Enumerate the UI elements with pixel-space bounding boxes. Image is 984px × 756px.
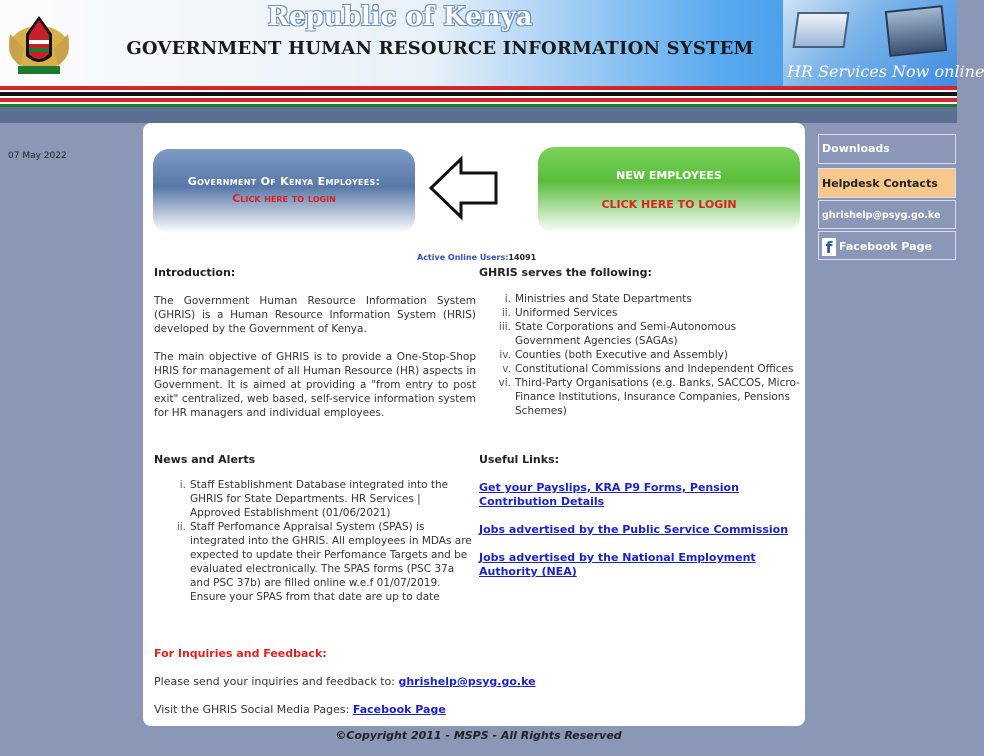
list-item: ii. Staff Perfomance Appraisal System (SPAS) is integrated into the GHRIS. All employees in MDAs are expected to update their Perfomance Targets and be evaluated electronically. The SPAS forms (PSC 37a and PSC 37b) are filled online w.e.f 01/07/2019. Ensure your SPAS from that date are up to date — [176, 521, 472, 603]
social-text: Visit the GHRIS Social Media Pages: — [154, 703, 350, 716]
list-item: vi. Third-Party Organisations (e.g. Banks, SACCOS, Micro-Finance Institutions, Insurance Companies, Pensions Schemes) — [498, 377, 800, 417]
list-item: ii. Uniformed Services — [501, 307, 618, 319]
social-line — [154, 703, 446, 716]
facebook-icon: f — [822, 238, 836, 256]
intro-paragraph-1: The Government Human Resource Information System (GHRIS) is a Human Resource Information System (HRIS) developed by the Government of Kenya. — [154, 295, 476, 335]
header-subtitle: GOVERNMENT HUMAN RESOURCE INFORMATION SYSTEM — [126, 38, 754, 59]
monitor-image — [885, 5, 947, 57]
list-item: iv. Counties (both Executive and Assembly) — [499, 349, 728, 361]
header-title: Republic of Kenya — [267, 2, 533, 32]
inquiries-email-link[interactable]: ghrishelp@psyg.go.ke — [398, 675, 536, 688]
serves-heading: GHRIS serves the following: — [479, 266, 652, 279]
gok-login-cta: Click here to login — [232, 192, 336, 205]
inquiries-heading: For Inquiries and Feedback: — [154, 647, 327, 660]
new-employees-title: NEW EMPLOYEES — [616, 169, 722, 182]
sidebar-item-label: Downloads — [822, 142, 890, 155]
list-item: i. Ministries and State Departments — [504, 293, 692, 305]
news-list — [154, 478, 472, 604]
sidebar-item-downloads[interactable] — [818, 134, 956, 164]
footer-copyright: ©Copyright 2011 - MSPS - All Rights Reserved — [335, 729, 622, 742]
arrow-left-icon — [428, 155, 500, 221]
sidebar-item-label: Helpdesk Contacts — [822, 177, 938, 190]
nea-jobs-link[interactable]: Jobs advertised by the National Employment Authority (NEA) — [479, 551, 756, 578]
page-header — [0, 0, 984, 86]
active-users-label: Active Online Users: — [417, 253, 509, 262]
intro-paragraph-2: The main objective of GHRIS is to provide a One-Stop-Shop HRIS for management of all Human Resource (HR) aspects in Government. It is aimed at providing a "from entry to post exit" centralized, web based, self-service information system for HR managers and individual employees. — [154, 351, 476, 419]
serves-list — [479, 292, 801, 418]
psc-jobs-link[interactable]: Jobs advertised by the Public Service Commission — [479, 523, 789, 536]
news-heading: News and Alerts — [154, 453, 256, 466]
active-users-count: 14091 — [508, 253, 537, 262]
sidebar-item-label: Facebook Page — [839, 240, 932, 253]
gok-employees-login-button[interactable] — [153, 149, 415, 233]
current-date: 07 May 2022 — [8, 151, 67, 161]
gok-login-title: Government Of Kenya Employees: — [187, 175, 381, 188]
header-slogan: HR Services Now online — [787, 62, 984, 81]
nav-band — [0, 107, 957, 123]
header-banner-image — [783, 0, 984, 86]
payslips-link[interactable]: Get your Payslips, KRA P9 Forms, Pension Contribution Details — [479, 481, 739, 508]
sidebar-item-helpdesk[interactable] — [818, 168, 956, 198]
list-item: v. Constitutional Commissions and Independent Offices — [502, 363, 794, 375]
laptop-image — [792, 12, 849, 48]
new-employees-login-button[interactable] — [538, 147, 800, 233]
inquiries-line — [154, 675, 536, 688]
list-item: iii. State Corporations and Semi-Autonomous Government Agencies (SAGAs) — [498, 321, 737, 347]
intro-heading: Introduction: — [154, 266, 236, 279]
useful-links-heading: Useful Links: — [479, 453, 560, 466]
sidebar-item-facebook[interactable] — [818, 231, 956, 260]
new-employees-cta: CLICK HERE TO LOGIN — [601, 198, 737, 211]
sidebar-item-email[interactable] — [818, 200, 956, 229]
sidebar-item-label: ghrishelp@psyg.go.ke — [822, 210, 941, 221]
active-users-counter — [417, 253, 536, 262]
list-item: i. Staff Establishment Database integrated into the GHRIS for State Departments. HR Services | Approved Establishment (01/06/2021) — [179, 479, 449, 519]
inquiries-text: Please send your inquiries and feedback to: — [154, 675, 395, 688]
facebook-page-link[interactable]: Facebook Page — [352, 703, 446, 716]
main-content-panel — [143, 123, 805, 726]
